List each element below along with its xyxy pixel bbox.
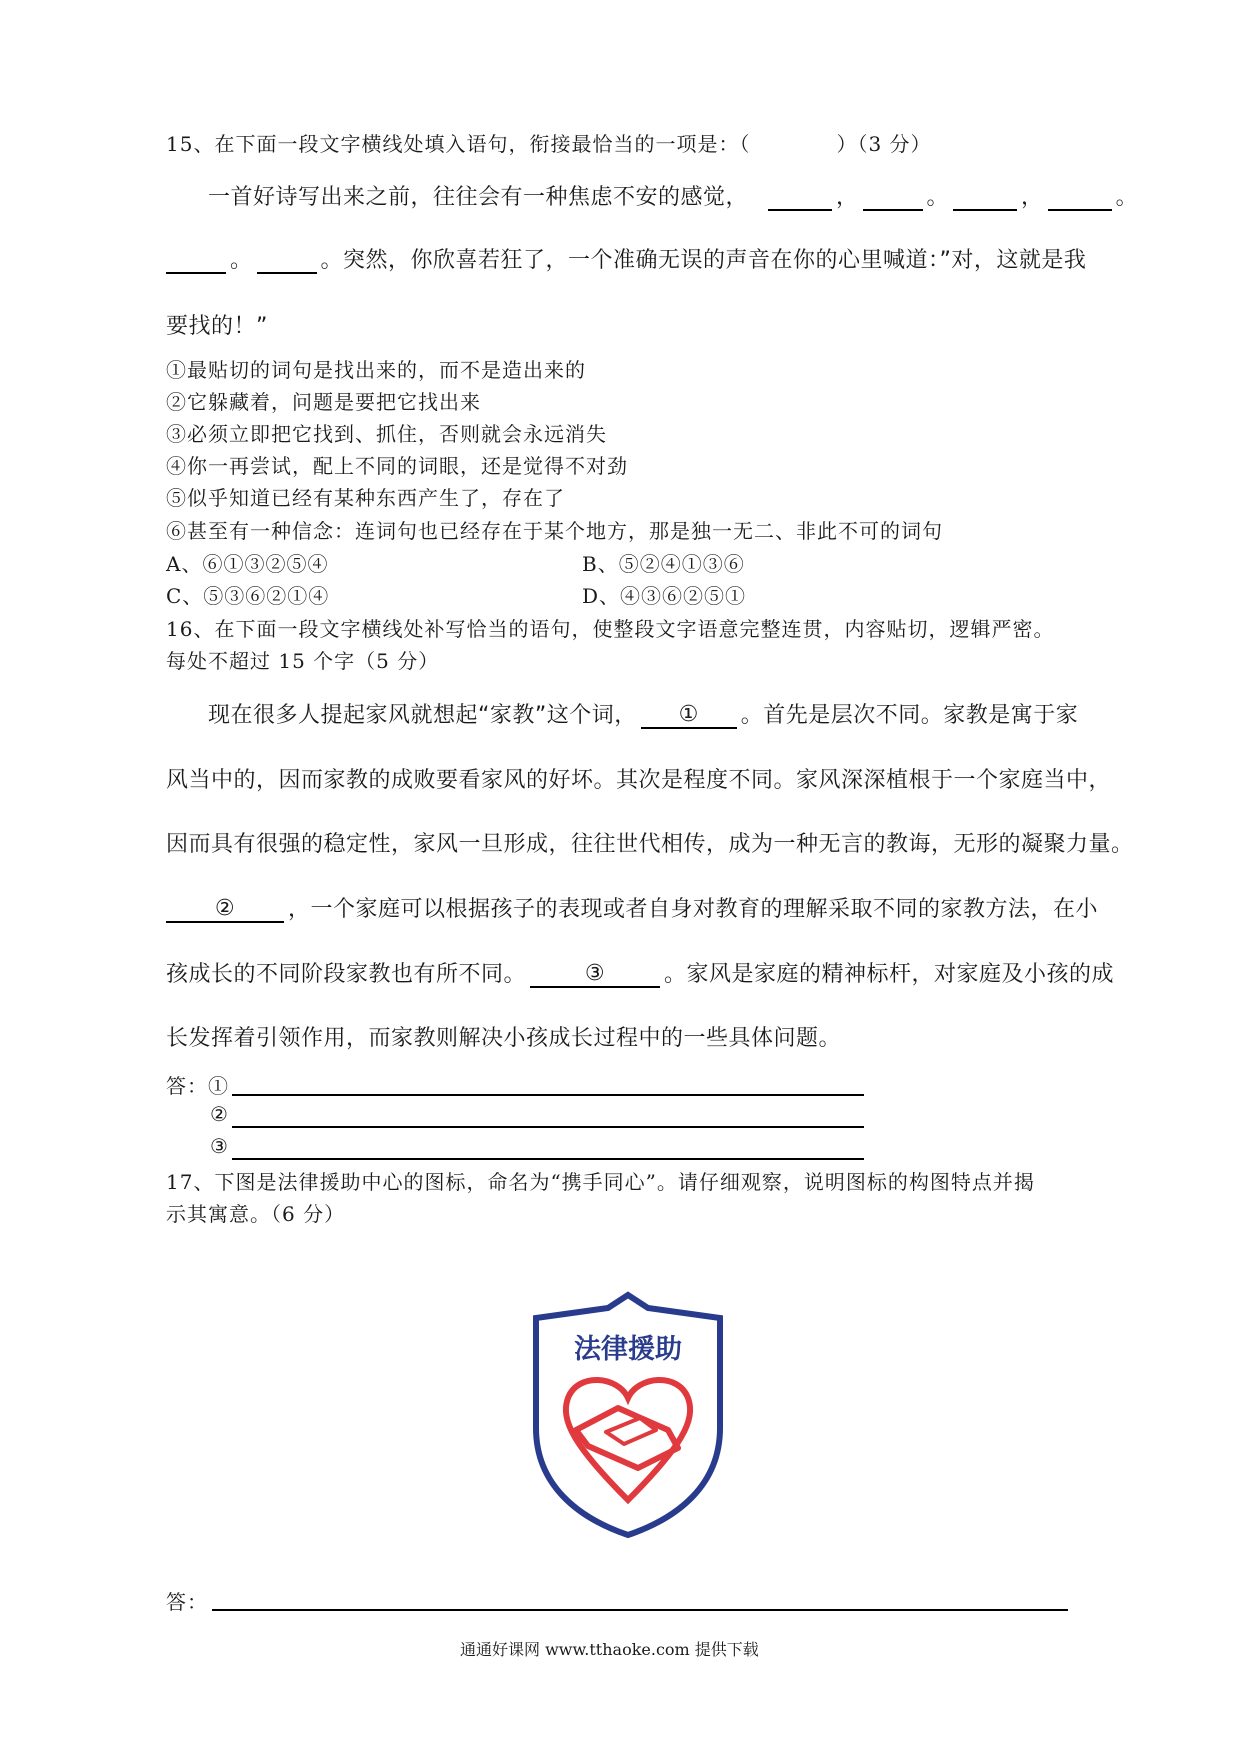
q15-passage-line2	[166, 243, 1086, 274]
q15-item-6: ⑥甚至有一种信念：连词句也已经存在于某个地方，那是独一无二、非此不可的词句	[166, 519, 943, 543]
q15-blank	[166, 250, 226, 274]
q16-blank-2[interactable]: ②	[166, 896, 284, 923]
q15-option-b[interactable]: B、⑤②④①③⑥	[582, 552, 745, 576]
q15-item-5: ⑤似乎知道已经有某种东西产生了，存在了	[166, 486, 565, 510]
q16-answer-line-2[interactable]	[232, 1126, 864, 1128]
q15-stem-a: 15、在下面一段文字横线处填入语句，衔接最恰当的一项是：（	[166, 132, 751, 156]
q15-sep: ，	[836, 185, 859, 210]
q16-passage-line6: 长发挥着引领作用，而家教则解决小孩成长过程中的一些具体问题。	[166, 1026, 842, 1051]
q16-stem-line2: 每处不超过 15 个字（5 分）	[166, 649, 440, 673]
q16-answer-label: 答：①	[166, 1074, 229, 1098]
q16-blank-3[interactable]: ③	[530, 961, 660, 988]
q16-answer-label-3: ③	[210, 1134, 229, 1158]
q16-passage-line2: 风当中的，因而家教的成败要看家风的好坏。其次是程度不同。家风深深植根于一个家庭当中，	[166, 768, 1112, 793]
q17-stem-line2: 示其寓意。（6 分）	[166, 1202, 346, 1226]
q15-blank	[768, 187, 832, 211]
q17-answer-line[interactable]	[212, 1609, 1068, 1611]
q15-item-2: ②它躲藏着，问题是要把它找出来	[166, 390, 481, 414]
q15-passage1: 一首好诗写出来之前，往往会有一种焦虑不安的感觉，	[208, 185, 749, 210]
q15-sep: 。	[230, 248, 253, 273]
q15-stem	[166, 128, 932, 157]
q16-passage-line3: 因而具有很强的稳定性，家风一旦形成，往往世代相传，成为一种无言的教诲，无形的凝聚力量。	[166, 832, 1134, 857]
q16-blank-1[interactable]: ①	[641, 702, 737, 729]
q15-sep: 。	[1115, 185, 1139, 210]
q16-l4b: ，一个家庭可以根据孩子的表现或者自身对教育的理解采取不同的家教方法，在小	[288, 897, 1099, 922]
q16-answer-label-2: ②	[210, 1102, 229, 1126]
q15-sep: 。	[320, 248, 344, 273]
q15-stem-b: ）（3 分）	[836, 132, 932, 156]
page-footer: 通通好课网 www.tthaoke.com 提供下载	[460, 1640, 759, 1659]
q16-passage-line5	[166, 957, 1114, 988]
q15-option-a[interactable]: A、⑥①③②⑤④	[166, 552, 329, 576]
q15-sep: 。	[926, 185, 950, 210]
q15-option-d[interactable]: D、④③⑥②⑤①	[582, 584, 747, 608]
q15-blank	[953, 187, 1017, 211]
q15-item-3: ③必须立即把它找到、抓住，否则就会永远消失	[166, 422, 607, 446]
q15-item-4: ④你一再尝试，配上不同的词眼，还是觉得不对劲	[166, 454, 628, 478]
q15-option-c[interactable]: C、⑤③⑥②①④	[166, 584, 330, 608]
q16-l5b: 。家风是家庭的精神标杆，对家庭及小孩的成	[664, 962, 1115, 987]
q15-sep: ，	[1021, 185, 1044, 210]
legal-aid-logo-icon	[528, 1290, 728, 1540]
q17-stem-line1: 17、下图是法律援助中心的图标，命名为“携手同心”。请仔细观察，说明图标的构图特点并揭	[166, 1170, 1035, 1194]
q15-item-1: ①最贴切的词句是找出来的，而不是造出来的	[166, 358, 586, 382]
q15-blank	[863, 187, 923, 211]
q16-l1b: 。首先是层次不同。家教是寓于家	[740, 703, 1079, 728]
q15-passage3: 要找的！”	[166, 314, 268, 339]
q15-blank	[257, 250, 317, 274]
legal-aid-logo	[528, 1290, 728, 1540]
q16-l1a: 现在很多人提起家风就想起“家教”这个词，	[208, 703, 637, 728]
q16-stem-line1: 16、在下面一段文字横线处补写恰当的语句，使整段文字语意完整连贯，内容贴切，逻辑严密。	[166, 617, 1055, 641]
q16-passage-line4	[166, 892, 1098, 923]
q16-answer-line-1[interactable]	[232, 1094, 864, 1096]
q15-passage2: 突然，你欣喜若狂了，一个准确无误的声音在你的心里喊道：”对，这就是我	[343, 248, 1087, 273]
q15-passage-line1	[208, 180, 1138, 211]
q16-l5a: 孩成长的不同阶段家教也有所不同。	[166, 962, 527, 987]
q17-answer-label: 答：	[166, 1590, 208, 1614]
logo-text: 法律援助	[574, 1334, 682, 1365]
q15-blank	[1048, 187, 1112, 211]
q16-answer-line-3[interactable]	[232, 1158, 864, 1160]
q16-passage-line1	[208, 698, 1078, 729]
